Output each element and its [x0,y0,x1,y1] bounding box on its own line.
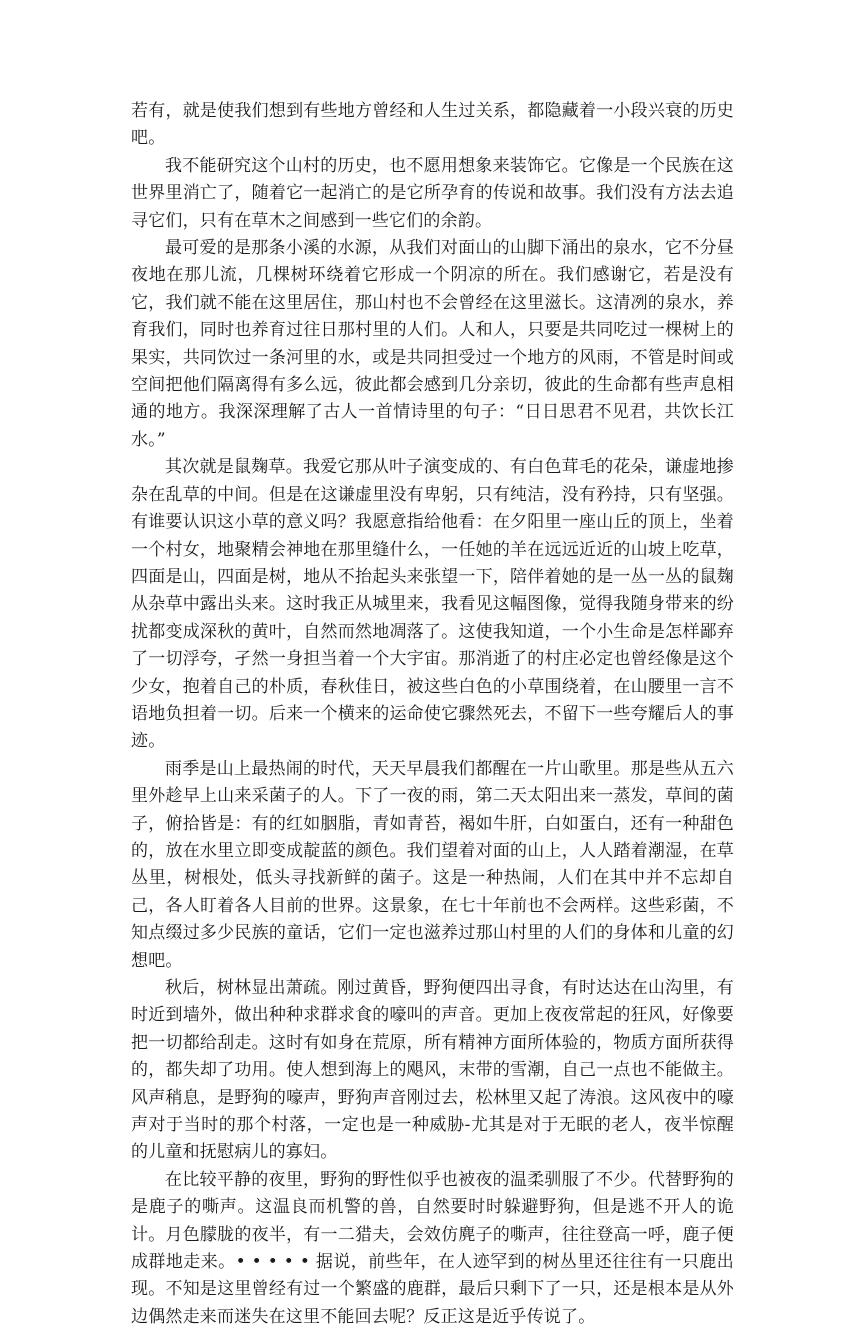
paragraph-2: 我不能研究这个山村的历史，也不愿用想象来装饰它。它像是一个民族在这世界里消亡了，随着它一起消亡的是它所孕育的传说和故事。我们没有方法去追寻它们，只有在草木之间感到一些它们的余韵。 [131,155,734,231]
paragraph-3: 最可爱的是那条小溪的水源，从我们对面山的山脚下涌出的泉水，它不分昼夜地在那儿流，几棵树环绕着它形成一个阴凉的所在。我们感谢它，若是没有它，我们就不能在这里居住，那山村也不会曾经在这里滋长。这清冽的泉水，养育我们，同时也养育过往日那村里的人们。人和人，只要是共同吃过一棵树上的果实，共同饮过一条河里的水，或是共同担受过一个地方的风雨，不管是时间或空间把他们隔离得有多么远，彼此都会感到几分亲切，彼此的生命都有些声息相通的地方。我深深理解了古人一首情诗里的句子：“日日思君不见君，共饮长江水。” [131,238,734,450]
paragraph-4: 其次就是鼠麹草。我爱它那从叶子演变成的、有白色茸毛的花朵，谦虚地掺杂在乱草的中间。但是在这谦虚里没有卑躬，只有纯洁，没有矜持，只有坚强。有谁要认识这小草的意义吗？我愿意指给他看：在夕阳里一座山丘的顶上，坐着一个村女，地聚精会神地在那里缝什么，一任她的羊在远远近近的山坡上吃草，四面是山，四面是树，地从不抬起头来张望一下，陪伴着她的是一丛一丛的鼠麹从杂草中露出头来。这时我正从城里来，我看见这幅图像，觉得我随身带来的纷扰都变成深秋的黄叶，自然而然地凋落了。这使我知道，一个小生命是怎样鄙弃了一切浮夸，孑然一身担当着一个大宇宙。那消逝了的村庄必定也曾经像是这个少女，抱着自己的朴质，春秋佳日，被这些白色的小草围绕着，在山腰里一言不语地负担着一切。后来一个横来的运命使它骤然死去，不留下一些夸耀后人的事迹。 [131,457,734,752]
paragraph-5: 雨季是山上最热闹的时代，天天早晨我们都醒在一片山歌里。那是些从五六里外趁早上山来采菌子的人。下了一夜的雨，第二天太阳出来一蒸发，草间的菌子，俯拾皆是：有的红如胭脂，青如青苔，褐如牛肝，白如蛋白，还有一种甜色的，放在水里立即变成靛蓝的颜色。我们望着对面的山上，人人踏着潮湿，在草丛里，树根处，低头寻找新鲜的菌子。这是一种热闹，人们在其中并不忘却自己，各人盯着各人目前的世界。这景象，在七十年前也不会两样。这些彩菌，不知点缀过多少民族的童话，它们一定也滋养过那山村里的人们的身体和儿童的幻想吧。 [131,758,734,971]
paragraph-7: 在比较平静的夜里，野狗的野性似乎也被夜的温柔驯服了不少。代替野狗的是鹿子的嘶声。这温良而机警的兽，自然要时时躲避野狗，但是逃不开人的诡计。月色朦胧的夜半，有一二猎夫，会效仿麂子的嘶声，往往登高一呼，鹿子便成群地走来。• • • • • 据说，前些年，在人迹罕到的树丛里还往往有一只鹿出现。不知是这里曾经有过一个繁盛的鹿群，最后只剩下了一只，还是根本是从外边偶然走来而迷失在这里不能回去呢？反正这是近乎传说了。 [131,1169,734,1327]
paragraph-6: 秋后，树林显出萧疏。刚过黄昏，野狗便四出寻食，有时达达在山沟里，有时近到墙外，做出种种求群求食的嚎叫的声音。更加上夜夜常起的狂风，好像要把一切都给刮走。这时有如身在荒原，所有精神方面所体验的，物质方面所获得的，都失却了功用。使人想到海上的飓风，末带的雪潮，自己一点也不能做主。风声稍息，是野狗的嚎声，野狗声音刚过去，松林里又起了涛浪。这风夜中的嚎声对于当时的那个村落，一定也是一种威胁-尤其是对于无眠的老人，夜半惊醒的儿童和抚慰病儿的寡妇。 [131,978,734,1163]
essay-text [131,98,734,1331]
paragraph-1: 若有，就是使我们想到有些地方曾经和人生过关系，都隐藏着一小段兴衰的历史吧。 [131,101,734,149]
